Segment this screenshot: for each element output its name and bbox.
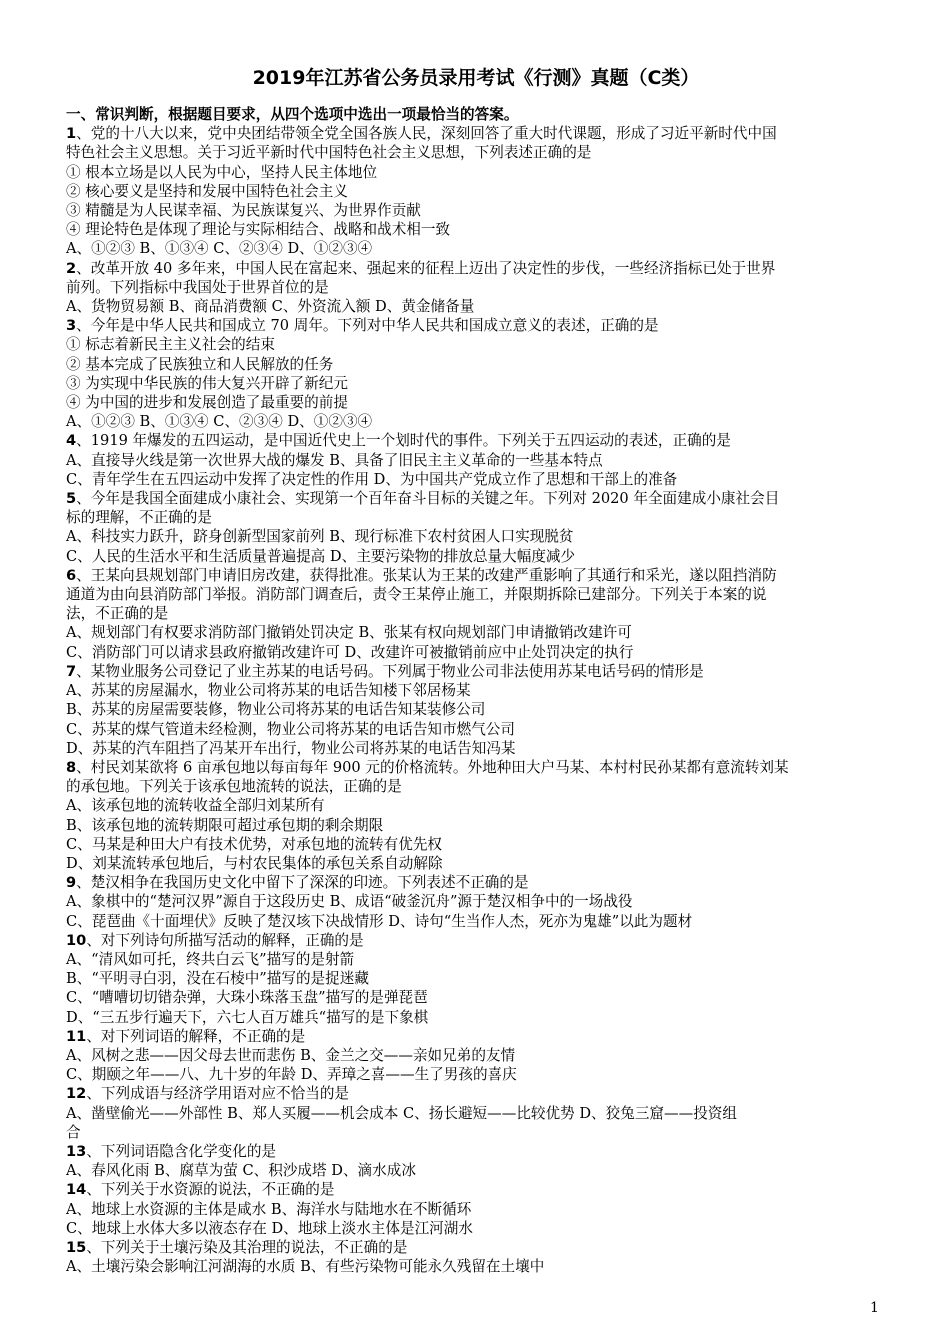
text-line: D、苏某的汽车阻挡了冯某开车出行，物业公司将苏某的电话告知冯某	[66, 739, 516, 757]
text-line: ④ 为中国的进步和发展创造了最重要的前提	[66, 394, 348, 412]
question-stem-text: 、对下列词语的解释，不正确的是	[86, 1027, 306, 1045]
text-line: A、风树之悲——因父母去世而悲伤 B、金兰之交——亲如兄弟的友情	[66, 1046, 516, 1064]
question-number: 3	[66, 317, 77, 335]
question-stem-text: 、改革开放 40 多年来，中国人民在富起来、强起来的征程上迈出了决定性的步伐，一些经济指标已处于世界	[76, 259, 776, 277]
text-line: B、“平明寻白羽，没在石棱中”描写的是捉迷藏	[66, 970, 369, 988]
question-number: 4	[66, 432, 77, 450]
question-number: 6	[66, 566, 77, 584]
text-line: A、①②③ B、①③④ C、②③④ D、①②③④	[66, 240, 373, 258]
text-line: 标的理解，不正确的是	[66, 509, 212, 527]
question-stem-text: 、村民刘某欲将 6 亩承包地以每亩每年 900 元的价格流转。外地种田大户马某、本村村民孙某都有意流转刘某	[76, 758, 789, 776]
text-line: D、刘某流转承包地后，与村农民集体的承包关系自动解除	[66, 854, 443, 872]
question-number: 5	[66, 490, 77, 508]
question-stem-line	[66, 1238, 886, 1257]
question-number: 10	[66, 931, 87, 949]
text-line: B、苏某的房屋需要装修，物业公司将苏某的电话告知某装修公司	[66, 701, 486, 719]
text-line: C、“嘈嘈切切错杂弹，大珠小珠落玉盘”描写的是弹琵琶	[66, 989, 428, 1007]
text-line: 通道为由向县消防部门举报。消防部门调查后，责令王某停止施工，并限期拆除已建部分。下列关于本案的说	[66, 586, 767, 604]
question-stem-line	[66, 431, 886, 450]
question-number: 8	[66, 758, 77, 776]
page-number: 1	[870, 1300, 879, 1316]
text-line: C、青年学生在五四运动中发挥了决定性的作用 D、为中国共产党成立作了思想和干部上的准备	[66, 470, 678, 488]
question-stem-line	[66, 1027, 886, 1046]
question-stem-text: 、今年是中华人民共和国成立 70 周年。下列对中华人民共和国成立意义的表述，正确的是	[76, 317, 659, 335]
text-line: A、①②③ B、①③④ C、②③④ D、①②③④	[66, 413, 373, 431]
question-stem-line	[66, 931, 886, 950]
question-number: 15	[66, 1238, 87, 1256]
text-line: C、期颐之年——八、九十岁的年龄 D、弄璋之喜——生了男孩的喜庆	[66, 1066, 517, 1084]
question-stem-line	[66, 259, 886, 278]
question-stem-line	[66, 124, 886, 143]
question-number: 1	[66, 125, 77, 143]
text-line: C、苏某的煤气管道未经检测，物业公司将苏某的电话告知市燃气公司	[66, 720, 515, 738]
question-stem-text: 、王某向县规划部门申请旧房改建，获得批准。张某认为王某的改建严重影响了其通行和采光，遂以阻挡消防	[76, 566, 777, 584]
section-heading: 一、常识判断，根据题目要求，从四个选项中选出一项最恰当的答案。	[66, 106, 519, 123]
question-stem-line	[66, 489, 886, 508]
question-stem-line	[66, 1180, 886, 1199]
text-line: A、象棋中的“楚河汉界”源自于这段历史 B、成语“破釜沉舟”源于楚汉相争中的一场战役	[66, 893, 633, 911]
question-stem-line	[66, 758, 886, 777]
question-number: 12	[66, 1085, 87, 1103]
question-stem-text: 、下列词语隐含化学变化的是	[86, 1142, 277, 1160]
question-number: 14	[66, 1181, 87, 1199]
text-line: C、人民的生活水平和生活质量普遍提高 D、主要污染物的排放总量大幅度减少	[66, 547, 576, 565]
text-line: 前列。下列指标中我国处于世界首位的是	[66, 278, 329, 296]
text-line: A、科技实力跃升，跻身创新型国家前列 B、现行标准下农村贫困人口实现脱贫	[66, 528, 574, 546]
question-stem-text: 、某物业服务公司登记了业主苏某的电话号码。下列属于物业公司非法使用苏某电话号码的情形是	[76, 662, 704, 680]
text-line: A、规划部门有权要求消防部门撤销处罚决定 B、张某有权向规划部门申请撤销改建许可	[66, 624, 632, 642]
question-text-body	[66, 105, 886, 1276]
question-stem-text: 、下列成语与经济学用语对应不恰当的是	[86, 1085, 350, 1103]
text-line: A、货物贸易额 B、商品消费额 C、外资流入额 D、黄金储备量	[66, 298, 475, 316]
text-line: 法，不正确的是	[66, 605, 169, 623]
text-line: C、琵琶曲《十面埋伏》反映了楚汉垓下决战情形 D、诗句“生当作人杰，死亦为鬼雄”以此为题材	[66, 912, 693, 930]
text-line: ② 核心要义是坚持和发展中国特色社会主义	[66, 182, 348, 200]
text-line: A、春风化雨 B、腐草为萤 C、积沙成塔 D、滴水成冰	[66, 1162, 416, 1180]
text-line: ② 基本完成了民族独立和人民解放的任务	[66, 355, 334, 373]
text-line: C、马某是种田大户有技术优势，对承包地的流转有优先权	[66, 835, 443, 853]
text-line: 特色社会主义思想。关于习近平新时代中国特色社会主义思想，下列表述正确的是	[66, 144, 592, 162]
text-line: 合	[66, 1123, 81, 1141]
text-line: A、直接导火线是第一次世界大战的爆发 B、具备了旧民主主义革命的一些基本特点	[66, 451, 603, 469]
question-stem-text: 、楚汉相争在我国历史文化中留下了深深的印迹。下列表述不正确的是	[76, 874, 529, 892]
question-number: 13	[66, 1142, 87, 1160]
question-number: 11	[66, 1027, 87, 1045]
text-line: ① 标志着新民主主义社会的结束	[66, 336, 275, 354]
text-line: ③ 精髓是为人民谋幸福、为民族谋复兴、为世界作贡献	[66, 202, 421, 220]
question-stem-line	[66, 316, 886, 335]
text-line: 的承包地。下列关于该承包地流转的说法，正确的是	[66, 778, 402, 796]
text-line: ④ 理论特色是体现了理论与实际相结合、战略和战术相一致	[66, 221, 451, 239]
question-stem-text: 、对下列诗句所描写活动的解释，正确的是	[86, 931, 364, 949]
question-stem-text: 、党的十八大以来，党中央团结带领全党全国各族人民，深刻回答了重大时代课题，形成了习近平新时代中国	[76, 125, 777, 143]
question-stem-line	[66, 662, 886, 681]
question-number: 9	[66, 874, 77, 892]
document-title: 2019年江苏省公务员录用考试《行测》真题（C类）	[252, 67, 700, 89]
text-line: A、“清风如可托，终共白云飞”描写的是射箭	[66, 950, 355, 968]
text-line: A、地球上水资源的主体是咸水 B、海洋水与陆地水在不断循环	[66, 1200, 472, 1218]
question-stem-text: 、1919 年爆发的五四运动，是中国近代史上一个划时代的事件。下列关于五四运动的表述，正确的是	[76, 432, 731, 450]
question-stem-line	[66, 1142, 886, 1161]
question-number: 2	[66, 259, 77, 277]
question-stem-text: 、下列关于土壤污染及其治理的说法，不正确的是	[86, 1238, 408, 1256]
text-line: A、该承包地的流转收益全部归刘某所有	[66, 797, 325, 815]
text-line: C、地球上水体大多以液态存在 D、地球上淡水主体是江河湖水	[66, 1219, 473, 1237]
text-line: A、土壤污染会影响江河湖海的水质 B、有些污染物可能永久残留在土壤中	[66, 1258, 545, 1276]
text-line: A、苏某的房屋漏水，物业公司将苏某的电话告知楼下邻居杨某	[66, 682, 471, 700]
question-stem-text: 、今年是我国全面建成小康社会、实现第一个百年奋斗目标的关键之年。下列对 2020 年全面建成小康社会目	[76, 490, 780, 508]
question-number: 7	[66, 662, 77, 680]
text-line: C、消防部门可以请求县政府撤销改建许可 D、改建许可被撤销前应中止处罚决定的执行	[66, 643, 634, 661]
text-line: B、该承包地的流转期限可超过承包期的剩余期限	[66, 816, 384, 834]
question-stem-line	[66, 1084, 886, 1103]
text-line: ③ 为实现中华民族的伟大复兴开辟了新纪元	[66, 374, 348, 392]
text-line: D、“三五步行遍天下，六七人百万雄兵“描写的是下象棋	[66, 1008, 429, 1026]
text-line: ① 根本立场是以人民为中心，坚持人民主体地位	[66, 163, 378, 181]
question-stem-line	[66, 566, 886, 585]
question-stem-line	[66, 873, 886, 892]
exam-document	[66, 66, 886, 1276]
text-line: A、凿壁偷光——外部性 B、郑人买履——机会成本 C、扬长避短——比较优势 D、狡兔三窟——投资组	[66, 1104, 737, 1122]
question-stem-text: 、下列关于水资源的说法，不正确的是	[86, 1181, 335, 1199]
